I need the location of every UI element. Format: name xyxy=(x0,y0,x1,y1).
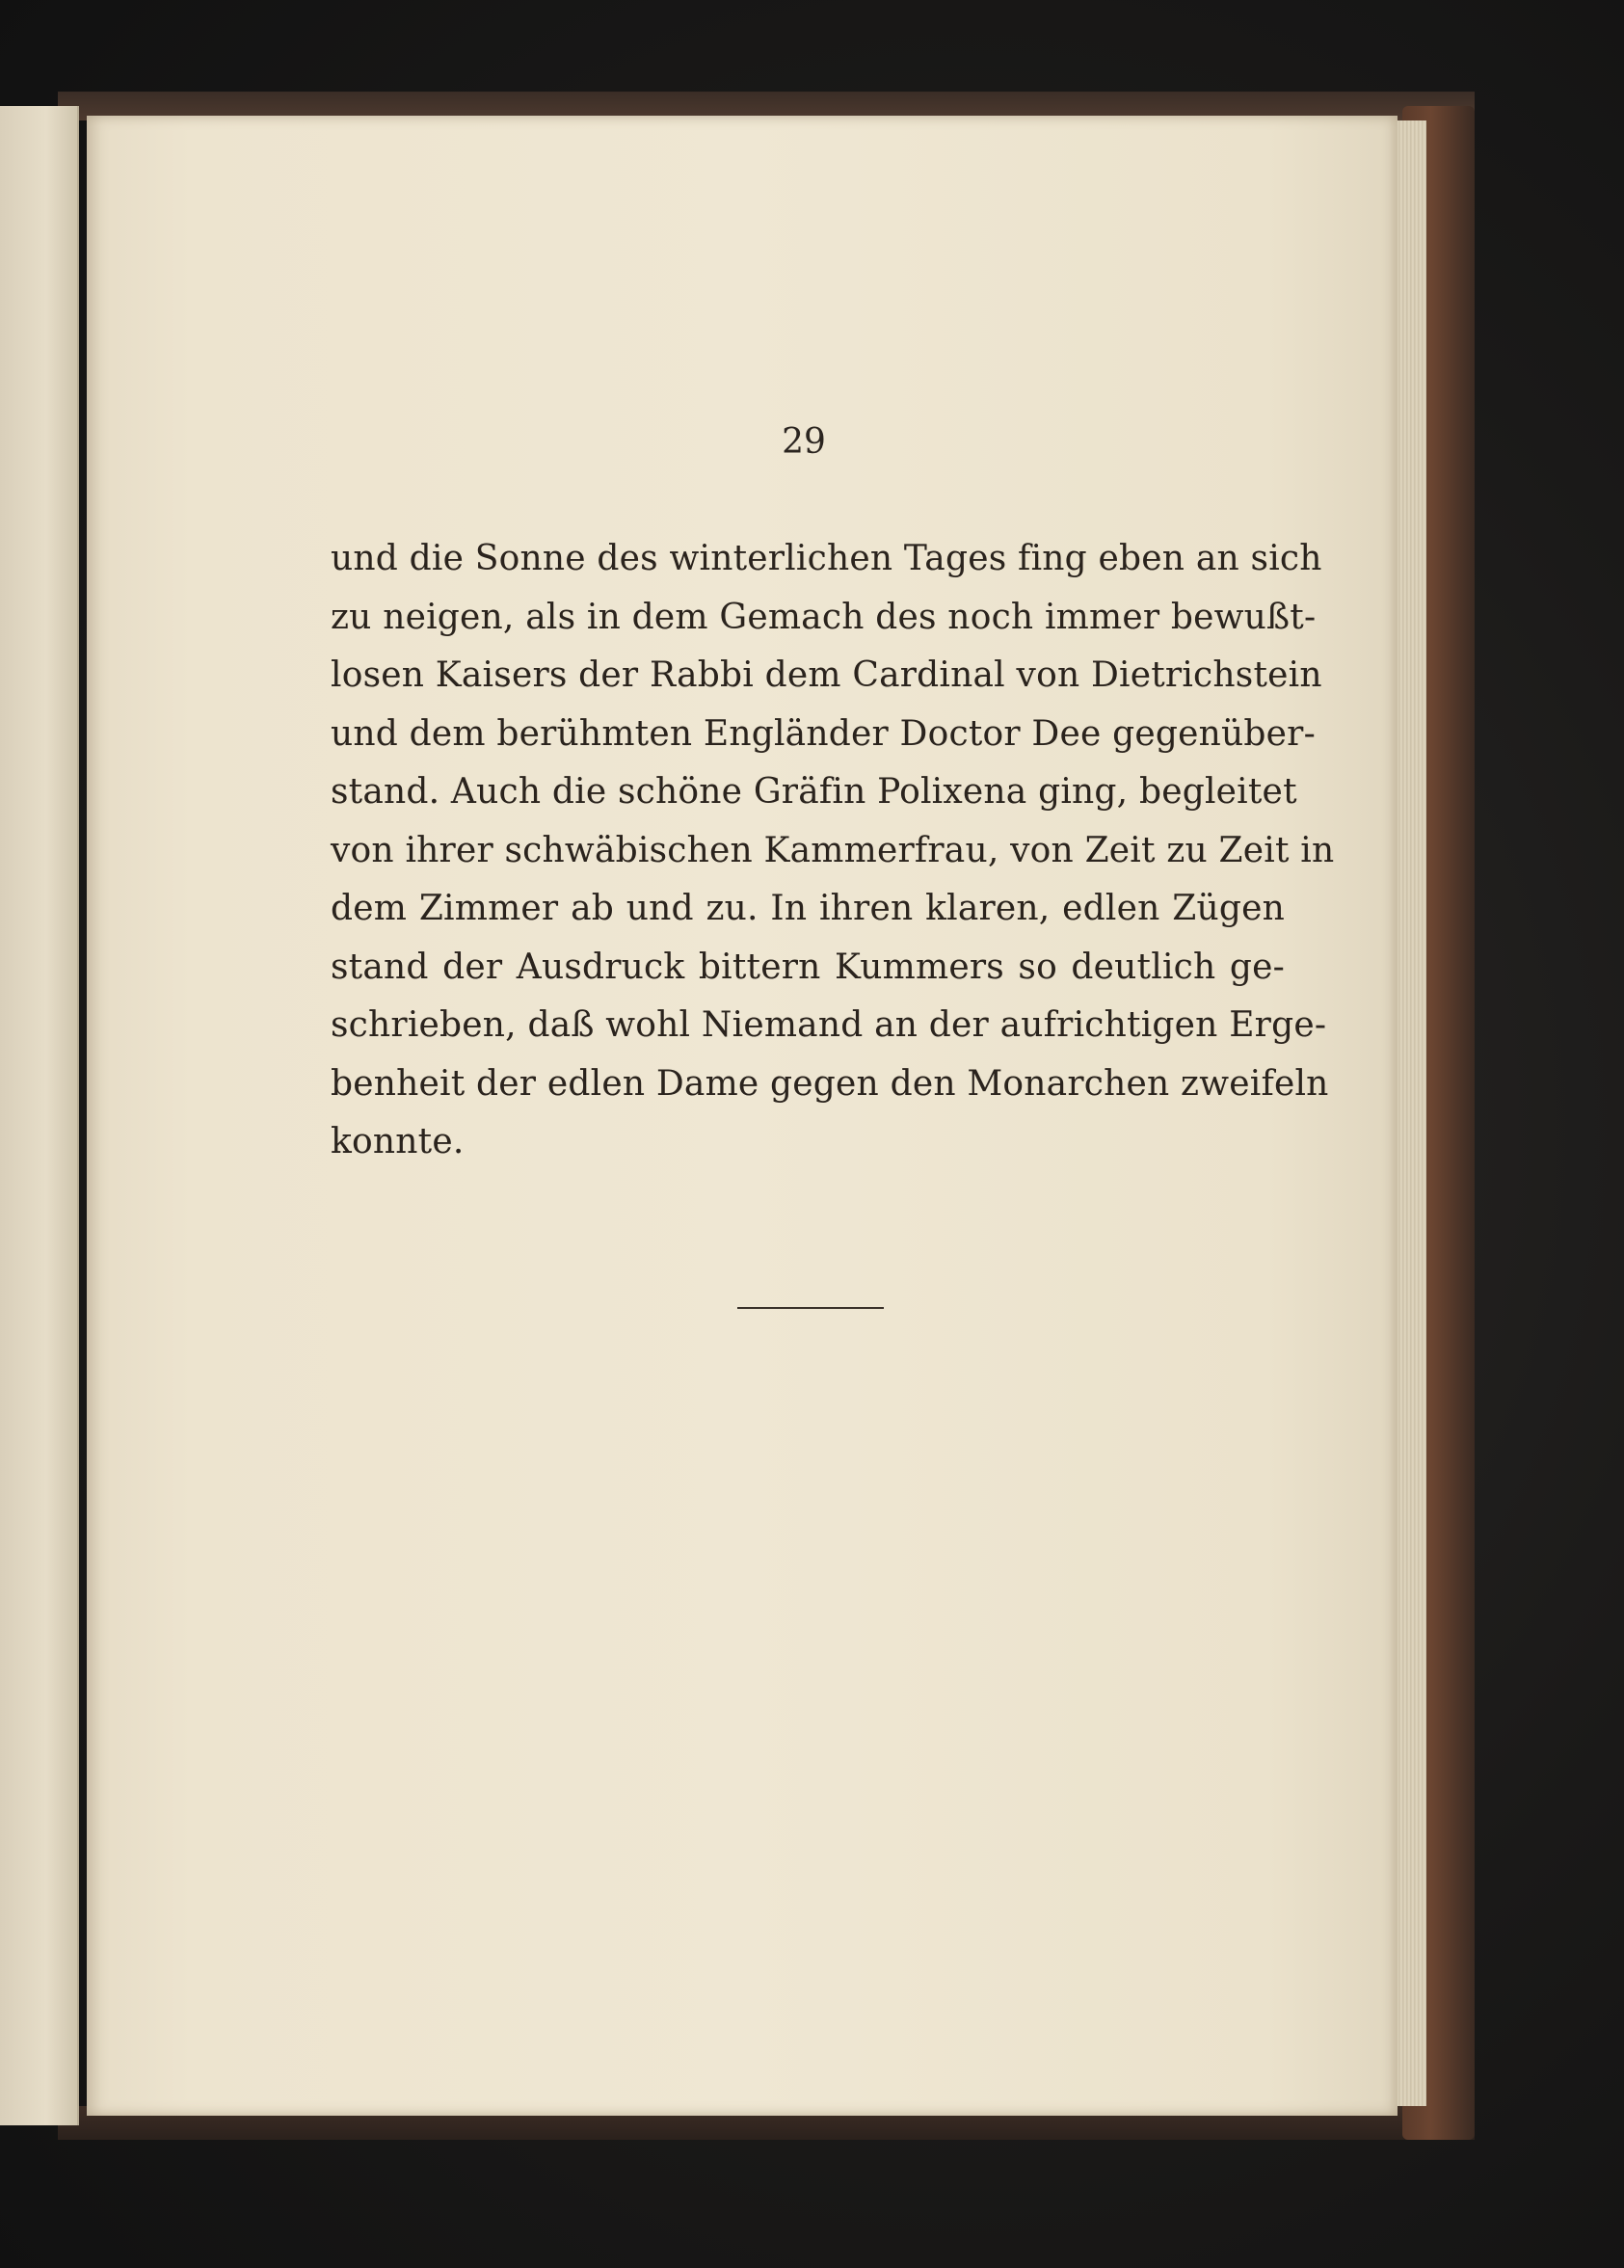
body-text xyxy=(331,530,1335,1172)
text-line: schrieben, daß wohl Niemand an der aufrichtigen Erge- xyxy=(331,1005,1327,1045)
text-line: konnte. xyxy=(331,1122,465,1161)
text-line: losen Kaisers der Rabbi dem Cardinal von Dietrichstein xyxy=(331,655,1322,695)
text-line: und dem berühmten Engländer Doctor Dee gegenüber- xyxy=(331,713,1316,754)
text-line: zu neigen, als in dem Gemach des noch immer bewußt- xyxy=(331,597,1317,637)
text-line: benheit der edlen Dame gegen den Monarchen zweifeln xyxy=(331,1063,1329,1104)
text-line: stand der Ausdruck bittern Kummers so deutlich ge- xyxy=(331,947,1285,987)
text-line: von ihrer schwäbischen Kammerfrau, von Zeit zu Zeit in xyxy=(331,830,1335,870)
text-line: stand. Auch die schöne Gräfin Polixena ging, begleitet xyxy=(331,772,1297,812)
text-line: und die Sonne des winterlichen Tages fing eben an sich xyxy=(331,539,1322,578)
text-line: dem Zimmer ab und zu. In ihren klaren, edlen Zügen xyxy=(331,889,1285,928)
page-number: 29 xyxy=(782,422,826,462)
left-facing-page xyxy=(0,106,79,2125)
section-divider-rule xyxy=(737,1307,884,1309)
book-page xyxy=(87,116,1398,2116)
